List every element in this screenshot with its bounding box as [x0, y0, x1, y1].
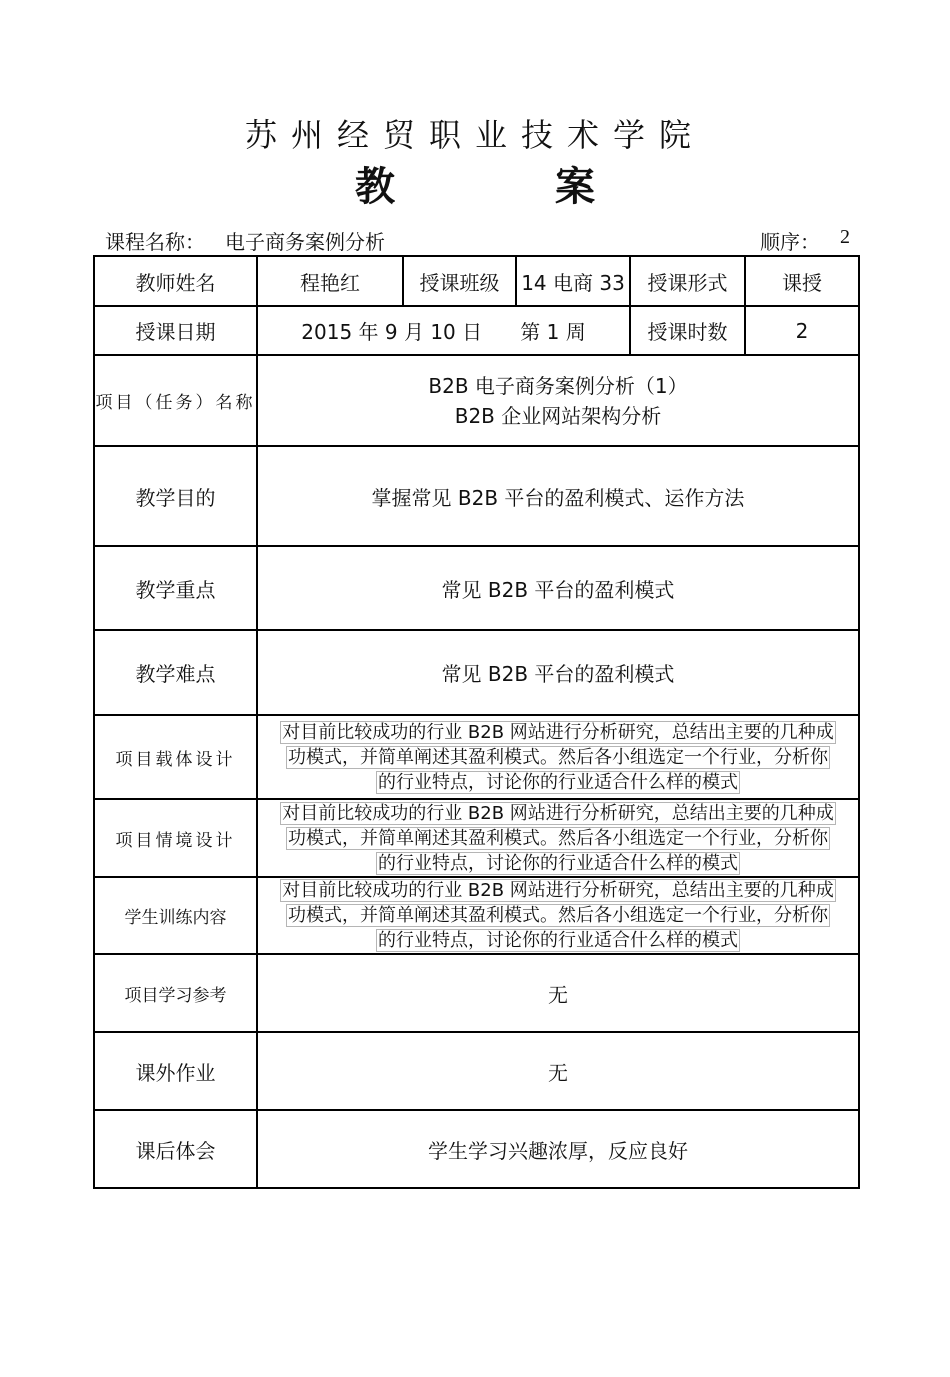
- school-name: 苏州经贸职业技术学院: [244, 116, 705, 154]
- table-row: [94, 446, 859, 546]
- class-label: 授课班级: [403, 256, 516, 306]
- table-row: [94, 546, 859, 630]
- lesson-plan-table: [93, 255, 860, 1189]
- training-content-cell: [257, 877, 859, 954]
- project-name-line1: B2B 电子商务案例分析（1）: [428, 373, 688, 398]
- difficulty-value: 常见 B2B 平台的盈利模式: [257, 630, 859, 715]
- title-char-2: 案: [555, 164, 595, 210]
- table-row: [94, 1110, 859, 1188]
- reference-label: 项目学习参考: [94, 954, 257, 1032]
- key-point-value: 常见 B2B 平台的盈利模式: [257, 546, 859, 630]
- reference-value: 无: [257, 954, 859, 1032]
- table-row: [94, 630, 859, 715]
- teacher-value: 程艳红: [257, 256, 403, 306]
- course-name-label: 课程名称：: [105, 230, 205, 254]
- week-value: 第 1 周: [520, 320, 586, 344]
- text-line: 的行业特点，讨论你的行业适合什么样的模式: [378, 771, 738, 793]
- scenario-design-label: 项目情境设计: [94, 799, 257, 877]
- form-label: 授课形式: [630, 256, 745, 306]
- training-content-label: 学生训练内容: [94, 877, 257, 954]
- table-row: [94, 1032, 859, 1110]
- sequence-label: 顺序：: [760, 230, 820, 254]
- course-name-value: 电子商务案例分析: [225, 230, 385, 254]
- table-row: [94, 715, 859, 799]
- date-value: 2015 年 9 月 10 日: [301, 320, 483, 344]
- goal-label: 教学目的: [94, 446, 257, 546]
- project-label: 项目（任务）名称: [94, 355, 257, 446]
- table-row: [94, 355, 859, 446]
- text-line: 功模式，并简单阐述其盈利模式。然后各小组选定一个行业，分析你: [288, 827, 828, 849]
- text-line: 功模式，并简单阐述其盈利模式。然后各小组选定一个行业，分析你: [288, 746, 828, 768]
- carrier-design-cell: [257, 715, 859, 799]
- project-name-line2: B2B 企业网站架构分析: [454, 403, 662, 428]
- goal-value: 掌握常见 B2B 平台的盈利模式、运作方法: [257, 446, 859, 546]
- text-line: 对目前比较成功的行业 B2B 网站进行分析研究，总结出主要的几种成: [282, 880, 834, 901]
- text-line: 功模式，并简单阐述其盈利模式。然后各小组选定一个行业，分析你: [288, 905, 828, 926]
- class-value: 14 电商 33: [516, 256, 630, 306]
- form-value: 课授: [745, 256, 859, 306]
- date-week-cell: [257, 306, 630, 355]
- text-line: 的行业特点，讨论你的行业适合什么样的模式: [378, 930, 738, 951]
- carrier-design-text: [280, 720, 836, 795]
- key-point-label: 教学重点: [94, 546, 257, 630]
- course-line: [105, 226, 850, 254]
- document-title: [0, 155, 950, 212]
- hours-value: 2: [745, 306, 859, 355]
- carrier-design-label: 项目载体设计: [94, 715, 257, 799]
- date-label: 授课日期: [94, 306, 257, 355]
- sequence-value: 2: [840, 226, 850, 248]
- table-row: [94, 306, 859, 355]
- homework-value: 无: [257, 1032, 859, 1110]
- homework-label: 课外作业: [94, 1032, 257, 1110]
- reflection-label: 课后体会: [94, 1110, 257, 1188]
- title-char-1: 教: [355, 164, 395, 210]
- table-row: [94, 877, 859, 954]
- hours-label: 授课时数: [630, 306, 745, 355]
- text-line: 对目前比较成功的行业 B2B 网站进行分析研究，总结出主要的几种成: [282, 721, 834, 743]
- table-row: [94, 954, 859, 1032]
- scenario-design-cell: [257, 799, 859, 877]
- reflection-value: 学生学习兴趣浓厚，反应良好: [257, 1110, 859, 1188]
- training-content-text: [280, 878, 836, 953]
- teacher-label: 教师姓名: [94, 256, 257, 306]
- text-line: 对目前比较成功的行业 B2B 网站进行分析研究，总结出主要的几种成: [282, 802, 834, 824]
- table-row: [94, 256, 859, 306]
- table-row: [94, 799, 859, 877]
- project-name-cell: [257, 355, 859, 446]
- scenario-design-text: [280, 801, 836, 876]
- text-line: 的行业特点，讨论你的行业适合什么样的模式: [378, 852, 738, 874]
- difficulty-label: 教学难点: [94, 630, 257, 715]
